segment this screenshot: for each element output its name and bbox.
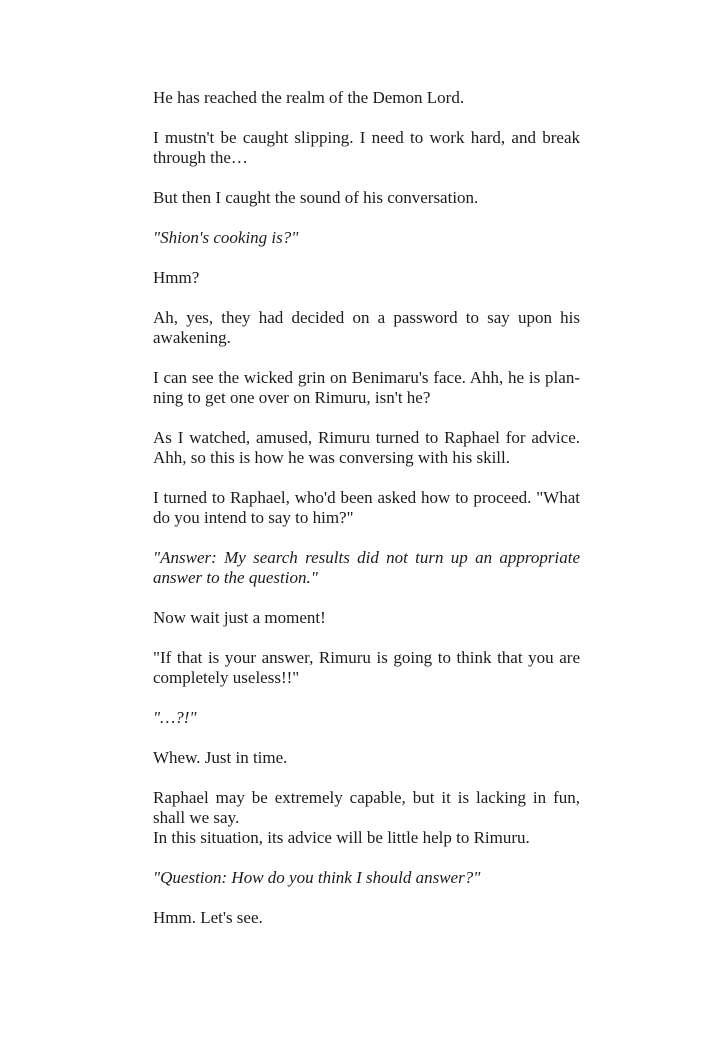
narration-paragraph-13: In this situation, its advice will be little help to Rimuru. [153,828,530,847]
page-text [153,88,580,948]
narration-paragraph-5: Ah, yes, they had decided on a password to say upon his awakening. [153,308,580,347]
narration-paragraph-1: He has reached the realm of the Demon Lord. [153,88,465,107]
narration-paragraph-6: I can see the wicked grin on Benimaru's face. Ahh, he is planning to get one over on Rimuru, isn't he? [153,368,580,407]
skill-dialogue-paragraph-1: "Shion's cooking is?" [153,228,299,247]
skill-dialogue-paragraph-4: "Question: How do you think I should answer?" [153,868,481,887]
narration-paragraph-7: As I watched, amused, Rimuru turned to Raphael for advice. Ahh, so this is how he was conversing with his skill. [153,428,580,467]
narration-paragraph-9: Now wait just a moment! [153,608,326,627]
narration-paragraph-12: Raphael may be extremely capable, but it is lacking in fun, shall we say. [153,788,580,827]
narration-paragraph-11: Whew. Just in time. [153,748,288,767]
skill-dialogue-paragraph-2: "Answer: My search results did not turn up an appropriate answer to the question." [153,548,580,587]
narration-paragraph-3: But then I caught the sound of his conversation. [153,188,479,207]
narration-paragraph-14: Hmm. Let's see. [153,908,263,927]
narration-paragraph-4: Hmm? [153,268,200,287]
skill-dialogue-paragraph-3: "…?!" [153,708,197,727]
narration-paragraph-10: "If that is your answer, Rimuru is going to think that you are completely useless!!" [153,648,580,687]
narration-paragraph-8: I turned to Raphael, who'd been asked how to proceed. "What do you intend to say to him?" [153,488,580,527]
narration-paragraph-2: I mustn't be caught slipping. I need to work hard, and break through the… [153,128,580,167]
